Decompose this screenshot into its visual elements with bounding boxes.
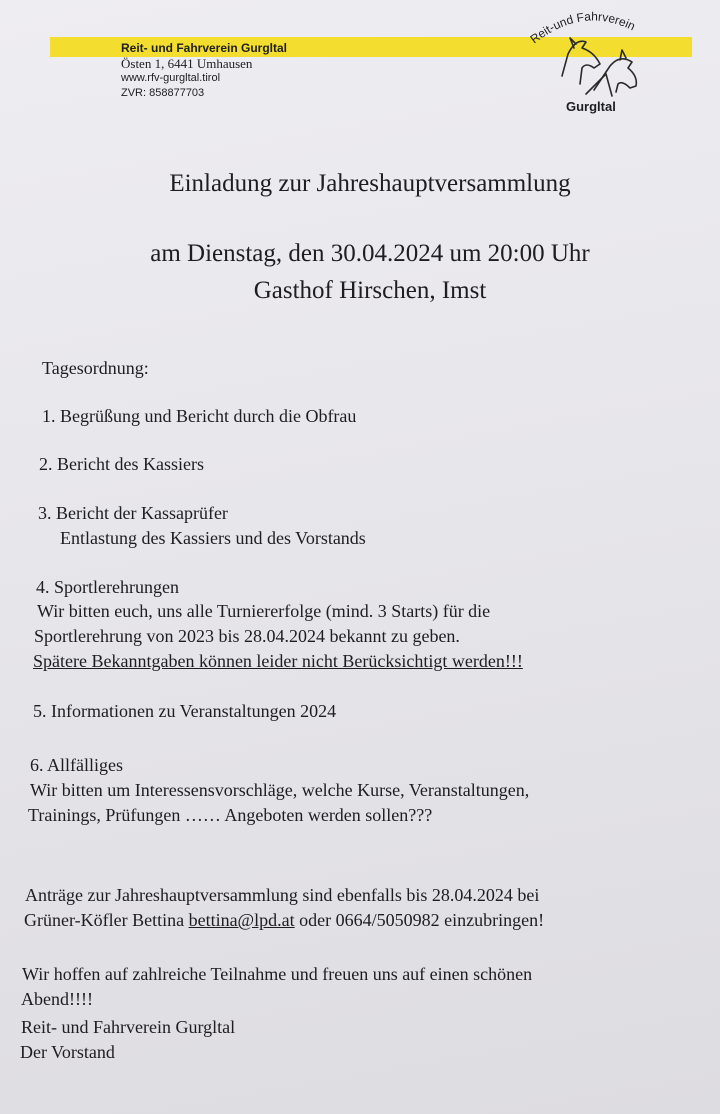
motions-line-1: Anträge zur Jahreshauptversammlung sind ebenfalls bis 28.04.2024 bei bbox=[25, 885, 540, 905]
motions-line-2 bbox=[24, 908, 544, 932]
logo-arc-text: Reit-und Fahrverein bbox=[527, 9, 638, 47]
club-zvr: ZVR: 858877703 bbox=[121, 87, 205, 99]
agenda-item-3-sub: Entlastung des Kassiers und des Vorstands bbox=[60, 528, 366, 548]
invitation-date: am Dienstag, den 30.04.2024 um 20:00 Uhr bbox=[150, 240, 590, 267]
agenda-item-4: 4. Sportlerehrungen bbox=[36, 577, 179, 597]
closing-line-2: Abend!!!! bbox=[21, 989, 93, 1009]
signature-board: Der Vorstand bbox=[20, 1042, 115, 1062]
logo-gurgltal-text: Gurgltal bbox=[566, 99, 616, 114]
agenda-item-2: 2. Bericht des Kassiers bbox=[39, 454, 204, 474]
motions-contact-name: Grüner-Köfler Bettina bbox=[24, 910, 189, 930]
agenda-item-6: 6. Allfälliges bbox=[30, 755, 123, 775]
agenda-item-4-line-1: Wir bitten euch, uns alle Turniererfolge (mind. 3 Starts) für die bbox=[37, 601, 491, 621]
letterhead bbox=[121, 41, 287, 101]
agenda-item-6-line-2: Trainings, Prüfungen …… Angeboten werden sollen??? bbox=[28, 805, 433, 825]
club-name: Reit- und Fahrverein Gurgltal bbox=[121, 41, 288, 55]
agenda-item-4-line-2: Sportlerehrung von 2023 bis 28.04.2024 bekannt zu geben. bbox=[34, 626, 460, 646]
motions-phone-text: oder 0664/5050982 einzubringen! bbox=[294, 910, 545, 930]
closing-line-1: Wir hoffen auf zahlreiche Teilnahme und freuen uns auf einen schönen bbox=[22, 964, 533, 984]
contact-email-link[interactable]: bettina@lpd.at bbox=[188, 910, 295, 930]
invitation-title: Einladung zur Jahreshauptversammlung bbox=[169, 170, 571, 197]
invitation-venue: Gasthof Hirschen, Imst bbox=[253, 277, 487, 304]
agenda-heading: Tagesordnung: bbox=[42, 358, 149, 378]
agenda-item-3: 3. Bericht der Kassaprüfer bbox=[38, 503, 228, 523]
agenda-item-4-note: Spätere Bekanntgaben können leider nicht Berücksichtigt werden!!! bbox=[33, 651, 523, 671]
agenda-item-6-line-1: Wir bitten um Interessensvorschläge, welche Kurse, Veranstaltungen, bbox=[30, 780, 530, 800]
club-address: Östen 1, 6441 Umhausen bbox=[121, 56, 253, 71]
club-website: www.rfv-gurgltal.tirol bbox=[121, 72, 221, 84]
agenda-item-5: 5. Informationen zu Veranstaltungen 2024 bbox=[33, 701, 337, 721]
signature-club: Reit- und Fahrverein Gurgltal bbox=[21, 1017, 236, 1037]
agenda-item-1: 1. Begrüßung und Bericht durch die Obfrau bbox=[42, 406, 357, 426]
